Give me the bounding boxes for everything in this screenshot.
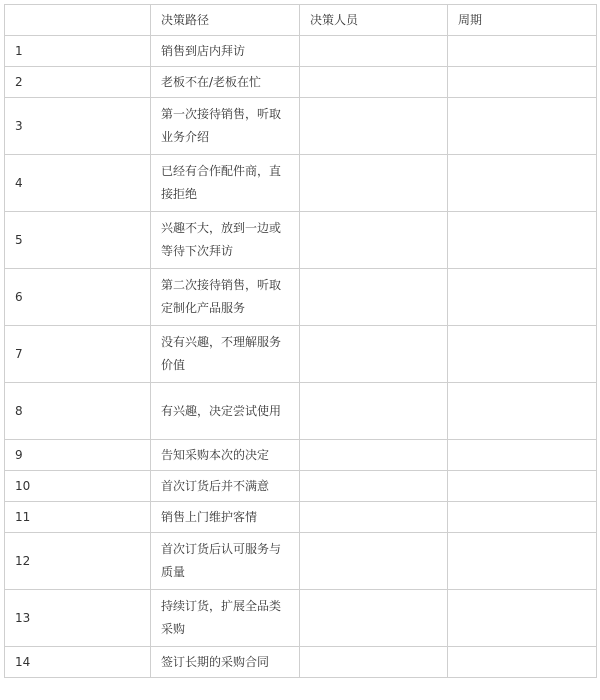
row-decision-path: 第一次接待销售，听取业务介绍 [151,98,300,155]
row-decision-person [300,383,448,440]
row-number: 4 [5,155,151,212]
row-decision-person [300,590,448,647]
header-decision-person: 决策人员 [300,5,448,36]
row-decision-person [300,647,448,678]
row-period [448,471,597,502]
row-period [448,383,597,440]
row-decision-path: 兴趣不大，放到一边或等待下次拜访 [151,212,300,269]
table-row [5,471,597,502]
row-decision-person [300,440,448,471]
table-row [5,502,597,533]
table-header-row [5,5,597,36]
table-row [5,440,597,471]
row-number: 9 [5,440,151,471]
row-number: 8 [5,383,151,440]
row-period [448,326,597,383]
row-period [448,440,597,471]
row-decision-path: 有兴趣，决定尝试使用 [151,383,300,440]
row-decision-path: 销售到店内拜访 [151,36,300,67]
row-decision-path: 老板不在/老板在忙 [151,67,300,98]
row-decision-person [300,98,448,155]
table-row [5,98,597,155]
table-row [5,326,597,383]
row-decision-path: 没有兴趣，不理解服务价值 [151,326,300,383]
row-decision-path: 签订长期的采购合同 [151,647,300,678]
row-period [448,590,597,647]
row-period [448,155,597,212]
table-row [5,590,597,647]
table-row [5,533,597,590]
header-number [5,5,151,36]
table-row [5,269,597,326]
header-period: 周期 [448,5,597,36]
row-decision-path: 持续订货，扩展全品类采购 [151,590,300,647]
row-number: 12 [5,533,151,590]
row-period [448,98,597,155]
row-period [448,502,597,533]
table-row [5,647,597,678]
table-row [5,155,597,212]
row-period [448,36,597,67]
row-number: 1 [5,36,151,67]
row-period [448,269,597,326]
row-decision-path: 首次订货后认可服务与质量 [151,533,300,590]
table-row [5,383,597,440]
row-decision-path: 销售上门维护客情 [151,502,300,533]
row-number: 13 [5,590,151,647]
row-period [448,647,597,678]
row-number: 3 [5,98,151,155]
row-period [448,533,597,590]
table-row [5,212,597,269]
row-decision-person [300,326,448,383]
decision-path-table-container [4,4,596,678]
decision-path-table [4,4,597,678]
row-decision-path: 首次订货后并不满意 [151,471,300,502]
table-row [5,67,597,98]
row-decision-person [300,155,448,212]
row-decision-person [300,212,448,269]
row-decision-path: 第二次接待销售，听取定制化产品服务 [151,269,300,326]
header-decision-path: 决策路径 [151,5,300,36]
row-decision-person [300,502,448,533]
row-decision-person [300,67,448,98]
row-number: 10 [5,471,151,502]
row-decision-person [300,471,448,502]
row-number: 11 [5,502,151,533]
row-decision-path: 告知采购本次的决定 [151,440,300,471]
row-period [448,212,597,269]
row-number: 2 [5,67,151,98]
row-number: 6 [5,269,151,326]
row-decision-person [300,269,448,326]
row-decision-person [300,36,448,67]
row-decision-person [300,533,448,590]
row-decision-path: 已经有合作配件商，直接拒绝 [151,155,300,212]
row-number: 5 [5,212,151,269]
row-number: 7 [5,326,151,383]
row-period [448,67,597,98]
table-row [5,36,597,67]
row-number: 14 [5,647,151,678]
